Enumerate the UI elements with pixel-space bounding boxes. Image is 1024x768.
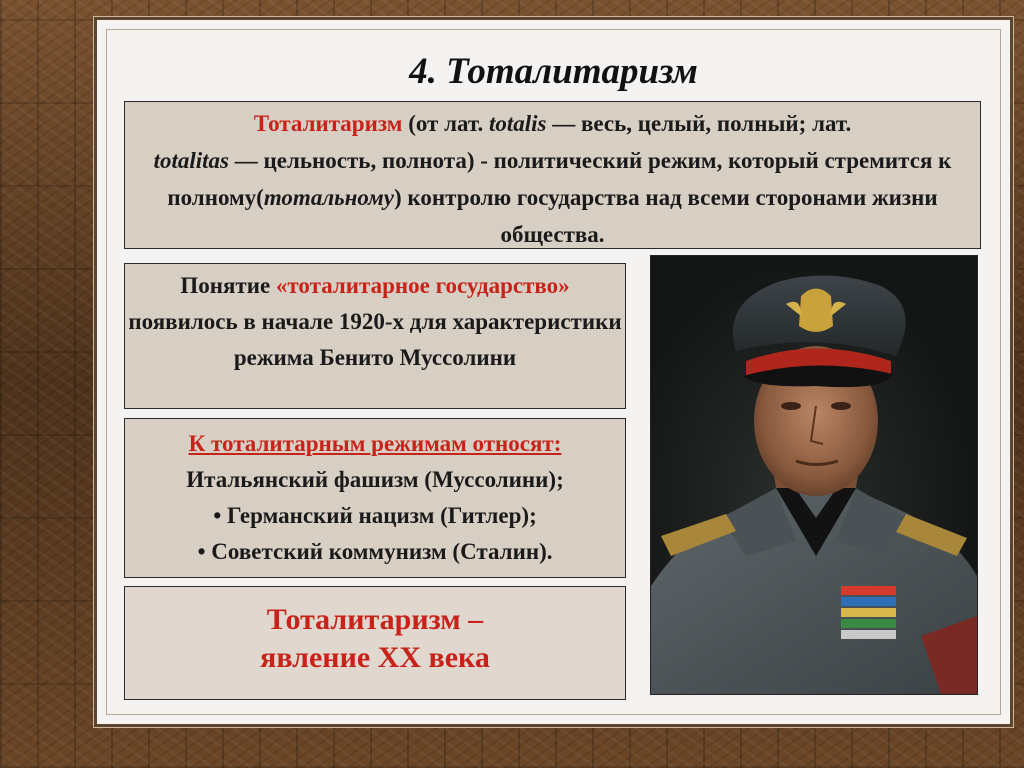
definition-meaning-1: — весь, целый, полный; лат.: [546, 111, 852, 136]
portrait-photo: [650, 255, 978, 695]
regimes-box: [124, 418, 626, 578]
phenomenon-line-2: явление XX века: [260, 641, 490, 674]
definition-latin-totalis: totalis: [488, 111, 547, 136]
concept-rest: появилось в начале 1920-х для характеристики режима Бенито Муссолини: [128, 309, 622, 370]
portrait-illustration: [651, 256, 977, 694]
regime-item-ussr: • Советский коммунизм (Сталин).: [197, 539, 553, 564]
slide-title: 4. Тоталитаризм: [409, 51, 698, 92]
regime-item-italy: Итальянский фашизм (Муссолини);: [186, 467, 564, 492]
definition-meaning-2: — цельность, полнота) - политический режим, который стремится к полному(: [167, 148, 952, 210]
regimes-heading: К тоталитарным режимам относят:: [188, 431, 562, 456]
regime-item-germany: • Германский нацизм (Гитлер);: [213, 503, 537, 528]
definition-term: Тоталитаризм: [253, 111, 403, 136]
definition-latin-totalitas: totalitas: [153, 148, 229, 173]
definition-box: [124, 101, 981, 249]
concept-term: «тоталитарное государство»: [275, 273, 570, 298]
concept-box: [124, 263, 626, 409]
phenomenon-box: [124, 586, 626, 700]
definition-italic-word: тотальному: [263, 185, 394, 210]
definition-from-lat: (от лат.: [402, 111, 489, 136]
concept-prefix: Понятие: [180, 273, 276, 298]
slide: [97, 20, 1010, 724]
phenomenon-line-1: Тоталитаризм –: [266, 603, 484, 636]
definition-meaning-3: ) контролю государства над всеми сторонами жизни общества.: [394, 185, 938, 247]
